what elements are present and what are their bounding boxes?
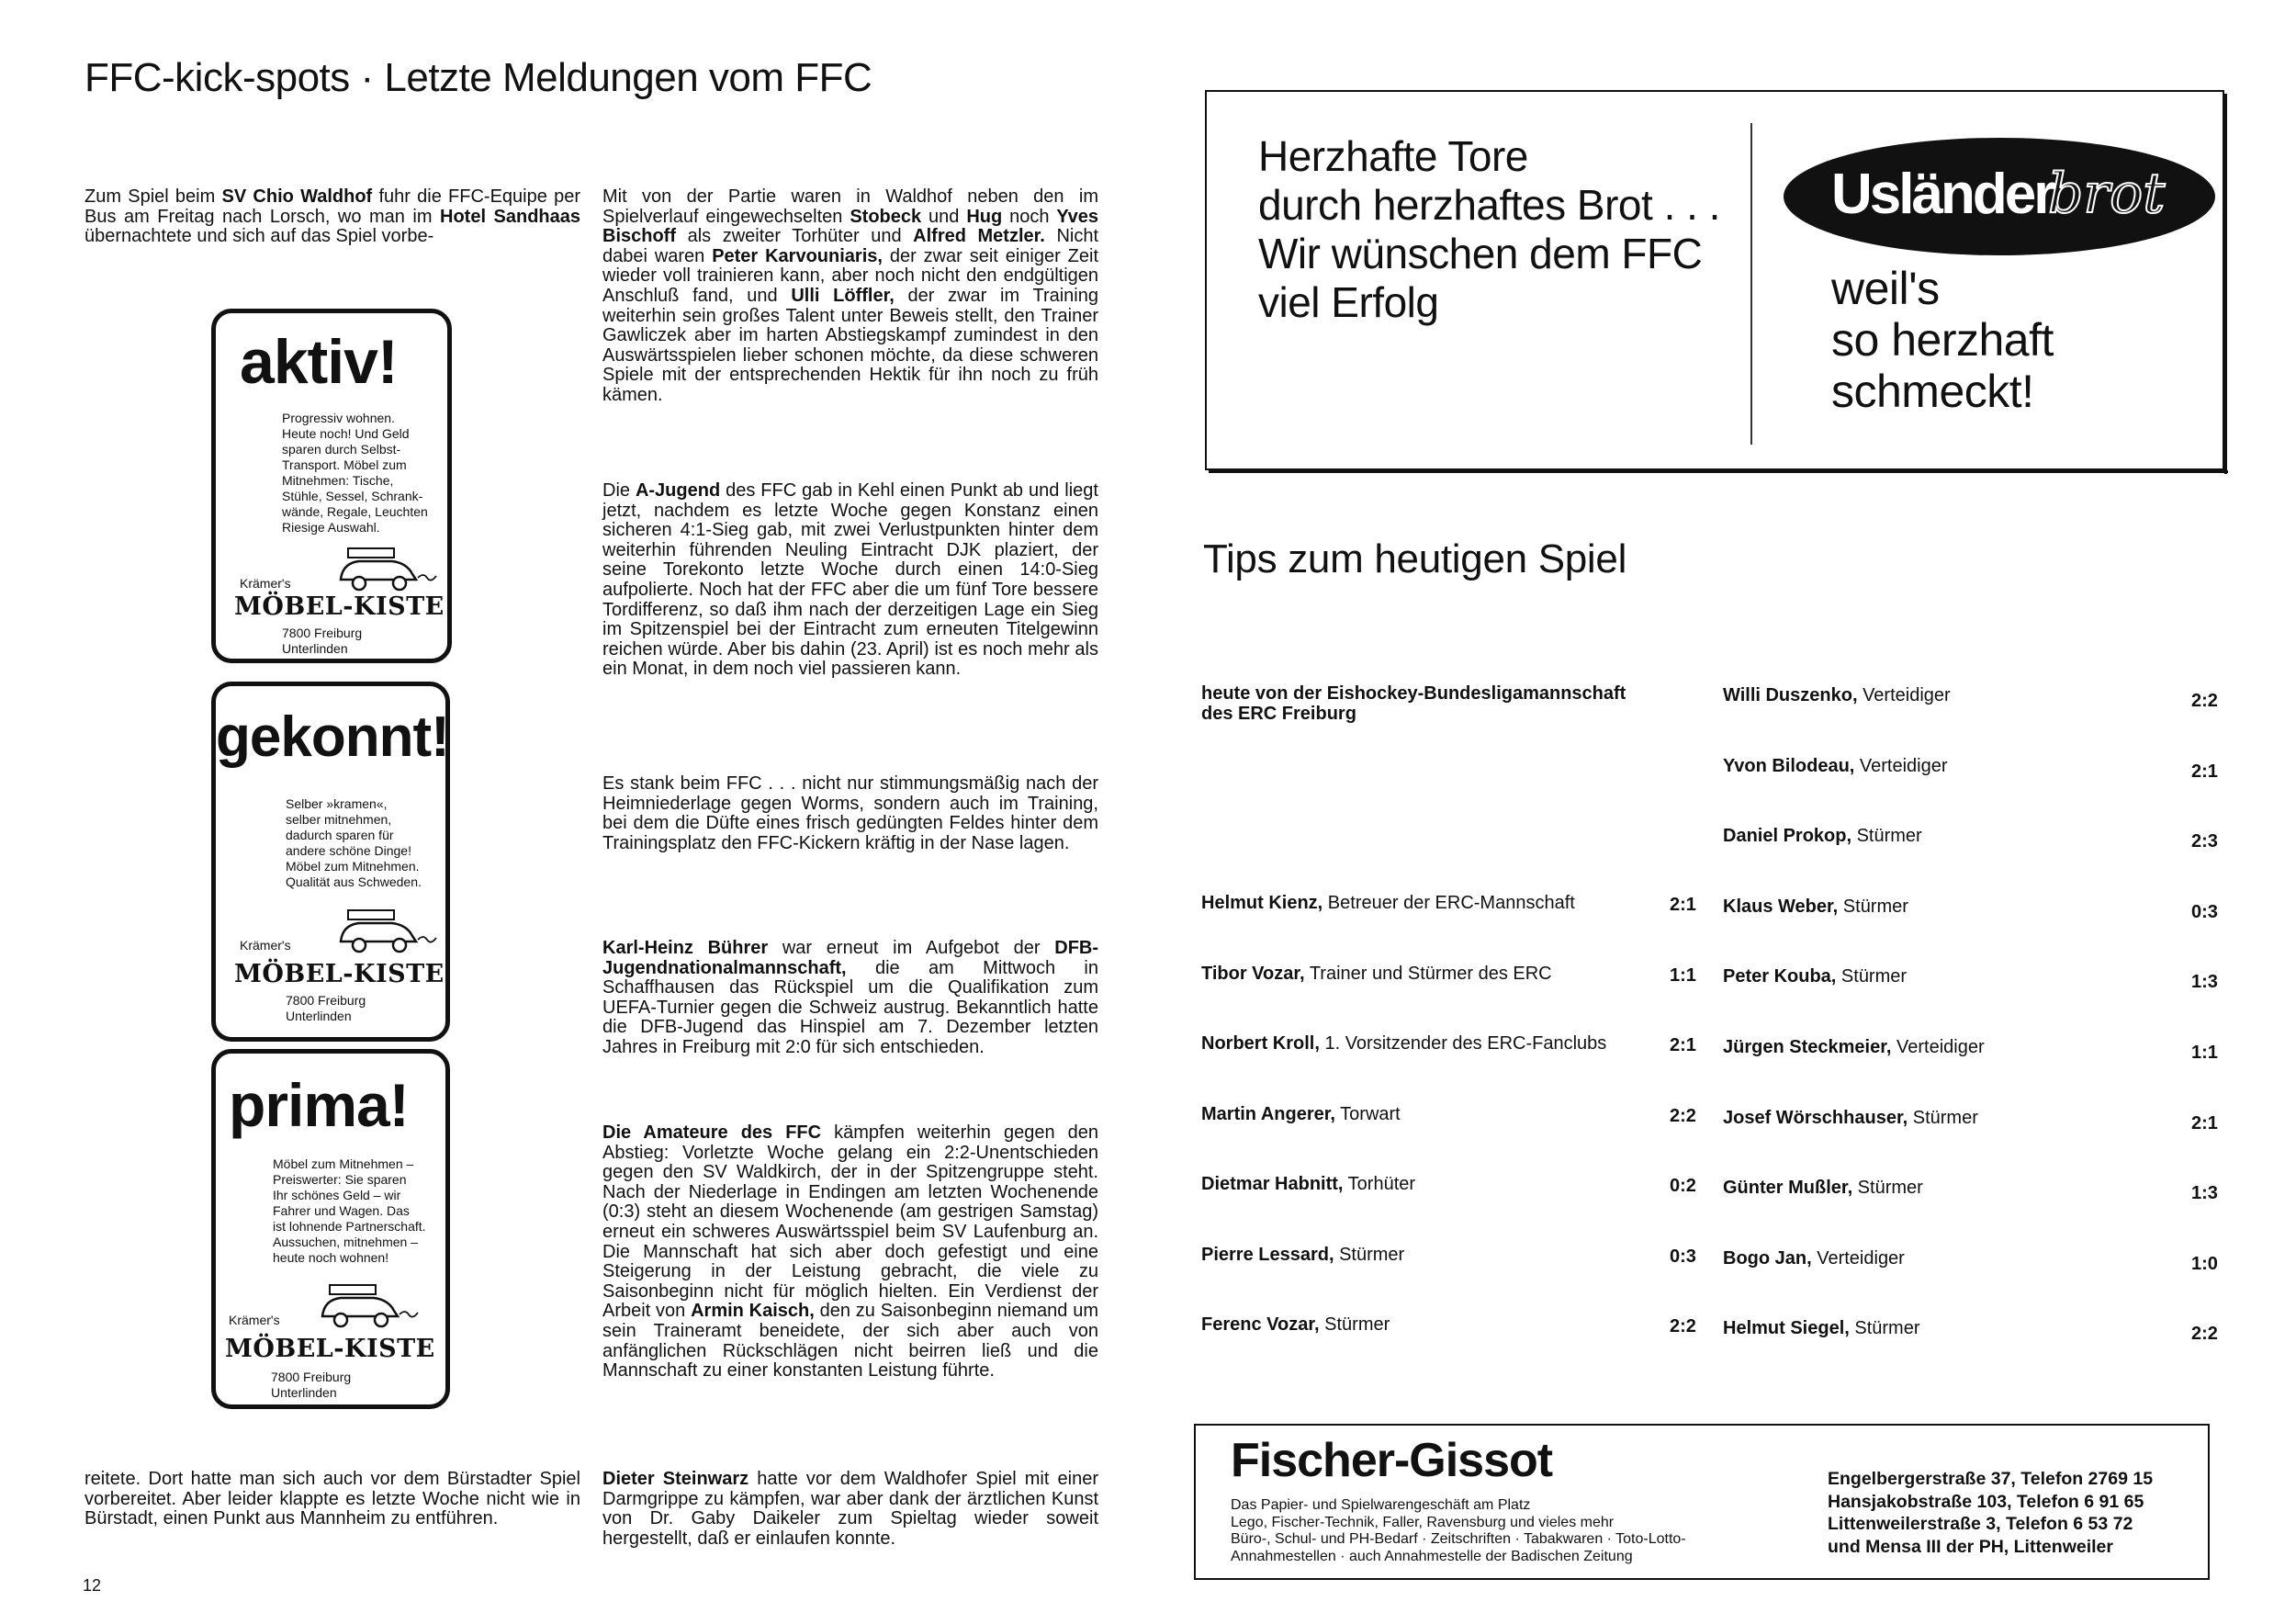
text-run: Es stank beim FFC . . . nicht nur stimmungsmäßig nach der Heimniederlage gegen Worms, sondern auch im Training, bei dem die Düfte eines frisch gedüngten Feldes hinter dem Trainingsplatz den FFC-Kickern kräftig in der Nase lagen. [602,773,1098,853]
ad-kramer-label: Krämer's [240,938,291,953]
tipster-name: Willi Duszenko, [1723,685,1858,705]
ad-city: 7800 Freiburg Unterlinden [286,993,366,1023]
tipster-name: Norbert Kroll, [1201,1033,1320,1054]
tipster-role: Torwart [1334,1103,1401,1124]
uslaender-brot-logo [1784,138,2215,255]
tipster-role: Stürmer [1851,826,1922,847]
tip-row [1723,1178,1923,1199]
ad-brand: MÖBEL-KISTE [225,1335,435,1363]
ad-shadow [1209,470,2228,473]
tips-intro: heute von der Eishockey-Bundesligamannschaft des ERC Freiburg [1201,683,1626,724]
article-a-jugend [602,481,1098,680]
ad-store-name: Fischer-Gissot [1231,1434,1553,1487]
tipster-role: Stürmer [1852,1178,1923,1199]
tipster-role: Verteidiger [1854,755,1948,776]
text-run: noch [1002,206,1057,227]
tip-row [1201,1245,1404,1266]
ad-city: 7800 Freiburg Unterlinden [271,1370,352,1400]
tip-row [1723,685,1951,706]
text-run: die am Mittwoch in Schaffhausen das Rückspiel um die Qualifikation zum UEFA-Turnier gegen die Schweiz austrug. Bekanntlich hatte die DFB-Jugend das Hinspiel am 7. Dezember letzten Jahres in Freiburg mit 2:0 für sich entschieden. [602,957,1098,1057]
ad-moebel-kiste-gekonnt [211,682,450,1042]
column-middle-amateure [602,1123,1098,1382]
tip-row [1201,1104,1401,1125]
bold-run: Die Amateure des FFC [602,1122,822,1143]
ad-copy: Möbel zum Mitnehmen – Preiswerter: Sie sparen Ihr schönes Geld – wir Fahrer und Wagen. Das ist lohnende Partnerschaft. Aussuchen, mitnehmen – heute noch wohnen! [273,1156,426,1265]
bold-run: Armin Kaisch, [691,1301,815,1322]
column-left-continued [84,1470,580,1529]
article-amateure [602,1123,1098,1382]
ad-moebel-kiste-aktiv [211,309,452,663]
tipster-role: Verteidiger [1891,1037,1985,1057]
text-run: Mit von der Partie waren in Waldhof neben den im Spielverlauf eingewechselten [602,186,1098,227]
tip-score: 2:2 [1670,1105,1696,1126]
bold-run: Yves Bischoff [602,206,1098,247]
tipster-role: Torhüter [1343,1174,1416,1194]
text-run: war erneut im Aufgebot der [768,938,1055,958]
ad-divider [1750,123,1752,445]
bold-run: Dieter Steinwarz [602,1469,749,1489]
tip-row [1723,1108,1978,1129]
bold-run: Peter Karvouniaris, [712,245,883,266]
ad-brand: MÖBEL-KISTE [234,592,445,621]
page-number-left: 12 [83,1576,102,1595]
car-with-furniture-icon [332,905,442,956]
ad-tagline: weil's so herzhaft schmeckt! [1831,263,2054,417]
ad-fischer-gissot [1194,1424,2210,1580]
ad-slogan: prima! [229,1071,409,1139]
column-middle-a-jugend [602,481,1098,680]
ad-store-addresses: Engelbergerstraße 37, Telefon 2769 15 Hansjakobstraße 103, Telefon 6 91 65 Littenweilerstraße 3, Telefon 6 53 72 und Mensa III der PH, Littenweiler [1828,1469,2154,1557]
article-waldhof-intro: Zum Spiel beim SV Chio Waldhof fuhr die FFC-Equipe per Bus am Freitag nach Lorsch, wo man im Hotel Sandhaas übernachtete und sich auf das Spiel vorbe- [84,186,580,247]
tip-row [1201,893,1575,914]
tip-row [1723,756,1948,777]
tipster-role: Stürmer [1849,1318,1920,1339]
text-run: und [921,206,967,227]
ad-kramer-label: Krämer's [229,1313,280,1327]
text-run: der zwar im Training weiterhin sein großes Talent unter Beweis stellt, den Trainer Gawliczek aber im harten Abstiegskampf zumindest in den Auswärtsspielen lieber schonen möchte, da diese schweren Spiele mit der entsprechenden Hektik für ihn noch zu früh kämen. [602,285,1098,405]
bold-run: Stobeck [850,206,922,227]
tipster-name: Daniel Prokop, [1723,826,1852,847]
tip-score: 2:2 [2191,1324,2218,1345]
ad-brand: MÖBEL-KISTE [234,960,445,988]
ad-uslaender-brot [1205,90,2224,470]
text-run: des FFC gab in Kehl einen Punkt ab und liegt jetzt, nachdem es letzte Woche gegen Konstanz einen sicheren 4:1-Sieg gab, mit zwei Verlustpunkten hinter dem weiterhin führenden Neuling Eintracht DJK plaziert, der seine Torekonto letzte Woche durch einen 14:0-Sieg aufpolierte. Noch hat der FFC aber die um fünf Tore bessere Tordifferenz, so daß ihm nach der derzeitigen Lage ein Sieg im Spitzenspiel bei der Eintracht zum erneuten Titelgewinn reichen würde. Aber bis dahin (23. April) ist es noch mehr als ein Monat, in dem noch viel passieren kann. [602,480,1098,680]
text-run: Die [602,480,636,501]
tip-score: 2:2 [1670,1316,1696,1336]
tipster-name: Yvon Bilodeau, [1723,755,1855,776]
tipster-name: Ferenc Vozar, [1201,1314,1320,1335]
car-with-furniture-icon [313,1280,423,1331]
tipster-role: Stürmer [1836,966,1908,987]
text-run: den zu Saisonbeginn niemand um sein Traineramt beneidete, der sich aber auch von anfänglichen Rückschlägen nicht beirren ließ und die Mannschaft zu einer konstanten Leistung führte. [602,1301,1099,1382]
tipster-role: Verteidiger [1857,685,1951,705]
ad-slogan: aktiv! [240,327,398,397]
tip-score: 0:3 [2191,901,2218,922]
tipster-role: Trainer und Stürmer des ERC [1304,963,1552,984]
tipster-name: Martin Angerer, [1201,1103,1335,1124]
tip-score: 0:3 [1670,1246,1696,1267]
tipster-role: 1. Vorsitzender des ERC-Fanclubs [1319,1033,1607,1054]
tip-row [1723,966,1907,987]
text-run: hatte vor dem Waldhofer Spiel mit einer Darmgrippe zu kämpfen, war aber dank der ärztlichen Kunst von Dr. Gaby Daikeler zum Spieltag wieder soweit hergestellt, daß er einlaufen konnte. [602,1469,1098,1549]
ad-copy: Selber »kramen«, selber mitnehmen, dadurch sparen für andere schöne Dinge! Möbel zum Mitnehmen. Qualität aus Schweden. [286,796,422,889]
ad-store-description: Das Papier- und Spielwarengeschäft am Platz Lego, Fischer-Technik, Faller, Ravensburg und vieles mehr Büro-, Schul- und PH-Bedarf · Zeitschriften · Tabakwaren · Toto-Lotto- Annahmestellen · auch Annahmestelle der Badischen Zeitung [1231,1497,1686,1564]
tip-row [1723,897,1908,918]
tipster-name: Günter Mußler, [1723,1178,1853,1199]
tips-title: Tips zum heutigen Spiel [1203,536,1627,581]
column-middle-buehrer [602,939,1098,1058]
tip-score: 0:2 [1670,1176,1696,1196]
tipster-name: Pierre Lessard, [1201,1244,1334,1265]
ad-kramer-label: Krämer's [240,576,291,591]
tip-score: 1:3 [2191,972,2218,993]
tip-score: 1:0 [2191,1253,2218,1274]
article-waldhof-squad [602,187,1098,406]
tipster-role: Verteidiger [1811,1247,1905,1269]
tipster-name: Jürgen Steckmeier, [1723,1037,1892,1057]
column-left [84,187,580,247]
tip-row [1723,826,1922,847]
page-headline: FFC-kick-spots · Letzte Meldungen vom FFC [84,55,872,100]
bold-run: A-Jugend [635,480,721,501]
tip-score: 2:1 [1670,895,1696,915]
bold-run: Ulli Löffler, [791,285,895,306]
column-middle [602,187,1098,406]
tip-row [1723,1037,1985,1058]
tip-row [1201,964,1552,985]
column-middle-training [602,774,1098,853]
tip-score: 2:1 [2191,1112,2218,1133]
tip-row [1201,1174,1415,1195]
bold-run: DFB-Jugendnationalmannschaft, [602,938,1099,978]
tip-score: 1:1 [1670,964,1696,986]
tipster-name: Peter Kouba, [1723,966,1837,987]
tipster-role: Stürmer [1334,1244,1405,1265]
tip-score: 1:1 [2191,1043,2218,1063]
tipster-role: Stürmer [1908,1107,1978,1128]
tip-score: 2:3 [2191,831,2218,852]
ad-slogan: gekonnt! [216,705,449,769]
tipster-name: Helmut Siegel, [1723,1318,1850,1339]
tip-score: 2:1 [2191,761,2218,782]
logo-text-brot: brot [2048,162,2166,226]
tip-score: 2:2 [2191,691,2218,711]
article-waldhof-end: reitete. Dort hatte man sich auch vor dem Bürstadter Spiel vorbereitet. Aber leider klappte es letzte Woche nicht wie in Bürstadt, einen Punkt aus Mannheim zu entführen. [84,1469,580,1529]
ad-moebel-kiste-prima [211,1049,450,1409]
article-steinwarz [602,1470,1098,1549]
ad-claim: Herzhafte Tore durch herzhaftes Brot . . . Wir wünschen dem FFC viel Erfolg [1258,132,1720,326]
tipster-role: Betreuer der ERC-Mannschaft [1322,893,1575,913]
article-buehrer [602,939,1098,1058]
tipster-name: Tibor Vozar, [1201,963,1305,984]
tip-score: 1:3 [2191,1183,2218,1204]
logo-text-uslaender: Usländer [1831,163,2054,226]
tip-row [1201,1314,1390,1336]
ad-city: 7800 Freiburg Unterlinden [282,626,363,656]
tipster-role: Stürmer [1838,896,1908,917]
tipster-role: Stürmer [1319,1314,1390,1335]
text-run: Nicht dabei waren [602,226,1099,266]
bold-run: Karl-Heinz Bührer [602,938,769,958]
tip-score: 2:1 [1670,1035,1696,1055]
car-with-furniture-icon [332,543,442,594]
tipster-name: Bogo Jan, [1723,1247,1812,1269]
tipster-name: Dietmar Habnitt, [1201,1174,1344,1194]
text-run: kämpfen weiterhin gegen den Abstieg: Vorletzte Woche gelang ein 2:2-Unentschieden gegen den SV Waldkirch, der in der Spitzengruppe steht. Nach der Niederlage in Endingen am letzten Wochenende (0:3) steht an diesem Wochenende (am gestrigen Samstag) erneut ein schweres Auswärtsspiel beim SV Laufenburg an. Die Mannschaft hat sich aber doch gefestigt und eine Steigerung in der Leistung gebracht, die viele zu Saisonbeginn nicht für möglich hielten. Ein Verdienst der Arbeit von [602,1122,1098,1322]
tipster-name: Klaus Weber, [1723,896,1839,917]
tip-row [1723,1318,1920,1339]
column-middle-steinwarz [602,1470,1098,1549]
text-run: der zwar seit einiger Zeit wieder voll trainieren kann, aber noch nicht den endgültigen Anschluß fand, und [602,245,1098,306]
tip-row [1201,1033,1606,1054]
tipster-name: Josef Wörschhauser, [1723,1107,1908,1128]
text-run: als zweiter Torhüter und [676,226,914,247]
tipster-name: Helmut Kienz, [1201,893,1323,913]
ad-copy: Progressiv wohnen. Heute noch! Und Geld sparen durch Selbst- Transport. Möbel zum Mitnehmen: Tische, Stühle, Sessel, Schrank- wände, Regale, Leuchten Riesige Auswahl. [282,411,428,535]
bold-run: Alfred Metzler. [913,226,1045,247]
tip-row [1723,1248,1905,1269]
ad-shadow [2224,94,2227,474]
article-training [602,774,1098,853]
bold-run: Hug [966,206,1003,227]
